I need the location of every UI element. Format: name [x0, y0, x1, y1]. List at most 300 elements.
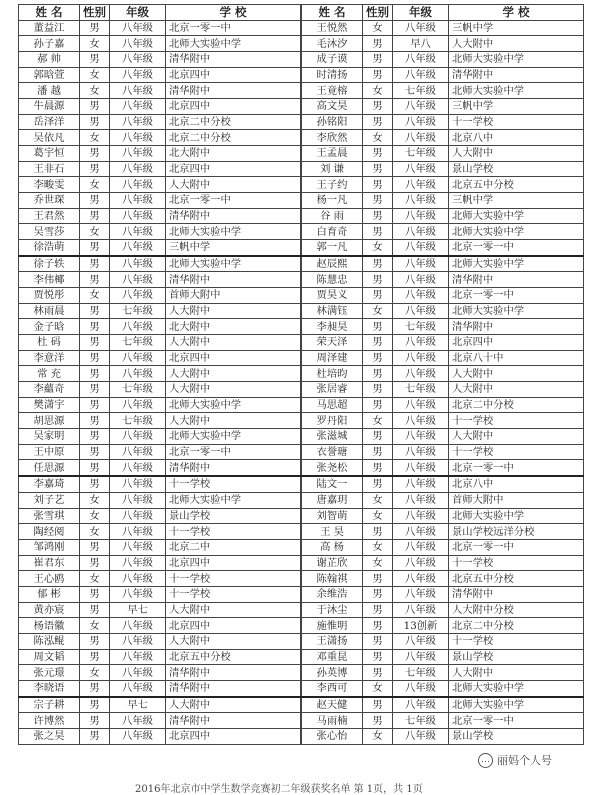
table-row	[19, 382, 301, 398]
cell-school: 清华附中	[166, 83, 301, 99]
cell-school: 清华附中	[449, 272, 584, 288]
cell-gender: 男	[80, 413, 110, 429]
cell-school: 北师大实验中学	[166, 492, 301, 508]
cell-school: 北大附中	[166, 146, 301, 162]
table-row	[19, 240, 301, 256]
cell-grade: 八年级	[393, 444, 449, 460]
cell-gender: 女	[80, 524, 110, 540]
cell-school: 北京四中	[166, 618, 301, 634]
cell-school: 人大附中	[166, 177, 301, 193]
cell-grade: 八年级	[110, 99, 166, 115]
cell-gender: 女	[363, 20, 393, 36]
cell-gender: 男	[363, 256, 393, 272]
cell-name: 王潇扬	[302, 633, 363, 649]
cell-name: 张心怡	[302, 728, 363, 744]
cell-gender: 女	[363, 539, 393, 555]
cell-gender: 女	[80, 130, 110, 146]
cell-school: 人大附中	[166, 697, 301, 713]
table-row	[302, 397, 584, 413]
table-row	[19, 728, 301, 744]
cell-name: 李欣然	[302, 130, 363, 146]
header-gender: 性别	[80, 5, 110, 21]
cell-grade: 早七	[110, 697, 166, 713]
cell-name: 刘智萌	[302, 508, 363, 524]
cell-school: 北师大实验中学	[449, 224, 584, 240]
table-row	[19, 67, 301, 83]
cell-school: 十一学校	[166, 586, 301, 602]
cell-gender: 女	[80, 36, 110, 52]
header-gender: 性别	[363, 5, 393, 21]
cell-gender: 男	[80, 586, 110, 602]
cell-grade: 八年级	[110, 146, 166, 162]
cell-grade: 八年级	[110, 680, 166, 696]
table-row	[302, 130, 584, 146]
cell-school: 北京二中分校	[166, 114, 301, 130]
roster-table-left	[18, 4, 301, 745]
cell-gender: 男	[80, 697, 110, 713]
table-row	[19, 350, 301, 366]
table-row	[19, 492, 301, 508]
cell-school: 景山学校	[449, 649, 584, 665]
cell-grade: 八年级	[110, 224, 166, 240]
cell-grade: 早八	[393, 36, 449, 52]
cell-school: 北京一零一中	[166, 193, 301, 209]
cell-grade: 七年级	[393, 713, 449, 729]
cell-name: 贾悦彤	[19, 288, 80, 304]
cell-grade: 八年级	[393, 460, 449, 476]
cell-gender: 男	[80, 397, 110, 413]
cell-grade: 八年级	[393, 728, 449, 744]
cell-gender: 男	[80, 602, 110, 618]
table-row	[302, 602, 584, 618]
cell-grade: 八年级	[110, 114, 166, 130]
cell-grade: 八年级	[393, 429, 449, 445]
cell-grade: 八年级	[393, 114, 449, 130]
cell-name: 王君然	[19, 208, 80, 224]
cell-gender: 女	[80, 508, 110, 524]
cell-grade: 八年级	[110, 397, 166, 413]
table-row	[19, 193, 301, 209]
cell-name: 张之昊	[19, 728, 80, 744]
table-row	[302, 429, 584, 445]
cell-school: 北京五中分校	[449, 571, 584, 587]
cell-name: 刘子艺	[19, 492, 80, 508]
table-row	[302, 99, 584, 115]
table-row	[19, 508, 301, 524]
cell-gender: 女	[80, 224, 110, 240]
table-row	[19, 555, 301, 571]
cell-school: 景山学校	[166, 508, 301, 524]
cell-gender: 男	[363, 397, 393, 413]
cell-school: 北大附中	[166, 319, 301, 335]
cell-name: 陶经阅	[19, 524, 80, 540]
cell-school: 北师大实验中学	[166, 429, 301, 445]
cell-school: 人大附中	[166, 413, 301, 429]
cell-school: 人大附中	[449, 36, 584, 52]
cell-gender: 女	[363, 303, 393, 319]
cell-name: 王竟榕	[302, 83, 363, 99]
cell-grade: 八年级	[110, 67, 166, 83]
cell-name: 张元璟	[19, 665, 80, 681]
cell-name: 李畯雯	[19, 177, 80, 193]
cell-grade: 八年级	[393, 67, 449, 83]
roster-table-right	[301, 4, 584, 745]
table-row	[302, 177, 584, 193]
table-row	[19, 99, 301, 115]
cell-school: 人大附中	[449, 665, 584, 681]
cell-name: 徐子轶	[19, 256, 80, 272]
cell-grade: 八年级	[110, 52, 166, 68]
cell-gender: 男	[80, 240, 110, 256]
cell-grade: 八年级	[393, 256, 449, 272]
cell-school: 北师大实验中学	[449, 208, 584, 224]
cell-name: 郭晗萱	[19, 67, 80, 83]
table-row	[302, 350, 584, 366]
cell-school: 北师大实验中学	[166, 256, 301, 272]
table-row	[302, 508, 584, 524]
cell-grade: 八年级	[110, 539, 166, 555]
cell-school: 北京八中	[449, 130, 584, 146]
cell-name: 乔世琛	[19, 193, 80, 209]
cell-grade: 八年级	[393, 508, 449, 524]
cell-name: 李蘊奇	[19, 382, 80, 398]
cell-gender: 男	[80, 555, 110, 571]
cell-school: 北京二中分校	[449, 397, 584, 413]
table-row	[302, 224, 584, 240]
cell-school: 北师大实验中学	[449, 83, 584, 99]
cell-school: 十一学校	[166, 524, 301, 540]
cell-school: 人大附中	[166, 602, 301, 618]
cell-gender: 女	[80, 492, 110, 508]
cell-grade: 八年级	[393, 177, 449, 193]
cell-school: 首师大附中	[166, 288, 301, 304]
cell-gender: 男	[363, 586, 393, 602]
cell-name: 荣天泽	[302, 335, 363, 351]
cell-school: 首师大附中	[449, 492, 584, 508]
table-row	[19, 146, 301, 162]
cell-school: 人大附中	[166, 303, 301, 319]
cell-school: 北师大实验中学	[449, 680, 584, 696]
cell-gender: 男	[80, 382, 110, 398]
cell-grade: 八年级	[393, 571, 449, 587]
cell-grade: 八年级	[110, 193, 166, 209]
header-name: 姓 名	[302, 5, 363, 21]
cell-name: 吴雪莎	[19, 224, 80, 240]
cell-name: 樊潇宇	[19, 397, 80, 413]
cell-school: 人大附中分校	[449, 602, 584, 618]
table-row	[19, 413, 301, 429]
header-grade: 年级	[110, 5, 166, 21]
cell-gender: 男	[80, 99, 110, 115]
cell-school: 十一学校	[166, 571, 301, 587]
cell-name: 张尧松	[302, 460, 363, 476]
cell-grade: 八年级	[393, 240, 449, 256]
cell-gender: 女	[363, 240, 393, 256]
cell-school: 北京四中	[166, 161, 301, 177]
cell-name: 林雨晨	[19, 303, 80, 319]
cell-gender: 男	[80, 680, 110, 696]
cell-gender: 女	[80, 67, 110, 83]
table-row	[302, 335, 584, 351]
cell-grade: 八年级	[393, 303, 449, 319]
table-row	[302, 303, 584, 319]
cell-school: 北师大实验中学	[449, 303, 584, 319]
cell-grade: 八年级	[393, 350, 449, 366]
cell-name: 王子约	[302, 177, 363, 193]
cell-school: 十一学校	[449, 555, 584, 571]
cell-grade: 八年级	[393, 524, 449, 540]
cell-name: 孙铭阳	[302, 114, 363, 130]
cell-gender: 女	[363, 728, 393, 744]
cell-school: 北京五中分校	[166, 649, 301, 665]
cell-name: 徐浩萌	[19, 240, 80, 256]
header-row	[19, 5, 301, 21]
cell-school: 北京一零一中	[166, 20, 301, 36]
cell-gender: 男	[80, 256, 110, 272]
watermark	[478, 752, 552, 768]
cell-name: 刘 谦	[302, 161, 363, 177]
cell-school: 三帆中学	[166, 240, 301, 256]
cell-grade: 八年级	[110, 366, 166, 382]
cell-gender: 女	[363, 492, 393, 508]
cell-gender: 男	[80, 335, 110, 351]
table-row	[302, 193, 584, 209]
cell-school: 十一学校	[449, 413, 584, 429]
cell-name: 许博然	[19, 713, 80, 729]
cell-gender: 男	[363, 319, 393, 335]
table-row	[19, 177, 301, 193]
table-row	[302, 67, 584, 83]
cell-name: 高 杨	[302, 539, 363, 555]
roster-body-right	[302, 20, 584, 744]
cell-name: 时清扬	[302, 67, 363, 83]
cell-gender: 男	[363, 460, 393, 476]
cell-gender: 男	[363, 602, 393, 618]
cell-name: 李晓语	[19, 680, 80, 696]
table-row	[19, 208, 301, 224]
cell-name: 陆文一	[302, 476, 363, 492]
cell-grade: 八年级	[110, 665, 166, 681]
cell-name: 王 昊	[302, 524, 363, 540]
cell-gender: 女	[363, 130, 393, 146]
table-row	[19, 602, 301, 618]
cell-gender: 男	[80, 350, 110, 366]
cell-name: 金子晗	[19, 319, 80, 335]
table-row	[302, 728, 584, 744]
cell-name: 王孟晨	[302, 146, 363, 162]
cell-grade: 八年级	[110, 555, 166, 571]
cell-name: 杨语徽	[19, 618, 80, 634]
cell-name: 潘 越	[19, 83, 80, 99]
table-row	[302, 713, 584, 729]
cell-gender: 女	[363, 680, 393, 696]
cell-grade: 八年级	[110, 429, 166, 445]
cell-gender: 男	[363, 649, 393, 665]
table-row	[19, 114, 301, 130]
cell-gender: 男	[363, 67, 393, 83]
table-row	[302, 460, 584, 476]
cell-gender: 男	[80, 114, 110, 130]
table-row	[302, 633, 584, 649]
cell-school: 北京一零一中	[449, 240, 584, 256]
cell-grade: 八年级	[110, 571, 166, 587]
cell-school: 北京一零一中	[449, 539, 584, 555]
table-row	[19, 649, 301, 665]
table-row	[302, 618, 584, 634]
cell-name: 张滋城	[302, 429, 363, 445]
cell-school: 三帆中学	[449, 20, 584, 36]
cell-school: 景山学校远洋分校	[449, 524, 584, 540]
cell-grade: 八年级	[393, 397, 449, 413]
cell-name: 马雨楠	[302, 713, 363, 729]
cell-grade: 八年级	[393, 335, 449, 351]
cell-school: 北京四中	[166, 99, 301, 115]
table-row	[302, 36, 584, 52]
cell-name: 陈翰祺	[302, 571, 363, 587]
header-school: 学 校	[449, 5, 584, 21]
table-row	[302, 524, 584, 540]
cell-school: 北京一零一中	[449, 713, 584, 729]
table-row	[19, 272, 301, 288]
cell-school: 北京四中	[449, 335, 584, 351]
cell-grade: 早七	[110, 602, 166, 618]
cell-grade: 八年级	[393, 697, 449, 713]
cell-name: 吴依凡	[19, 130, 80, 146]
table-row	[19, 713, 301, 729]
cell-name: 邹鸿刚	[19, 539, 80, 555]
cell-gender: 男	[363, 288, 393, 304]
cell-name: 贾昊义	[302, 288, 363, 304]
table-row	[19, 444, 301, 460]
cell-name: 郝 帅	[19, 52, 80, 68]
cell-name: 岳泽洋	[19, 114, 80, 130]
cell-gender: 男	[363, 36, 393, 52]
cell-school: 三帆中学	[449, 99, 584, 115]
table-row	[302, 571, 584, 587]
cell-gender: 男	[363, 350, 393, 366]
cell-name: 赵天健	[302, 697, 363, 713]
cell-gender: 男	[363, 335, 393, 351]
cell-name: 胡思源	[19, 413, 80, 429]
cell-grade: 八年级	[110, 728, 166, 744]
table-row	[19, 224, 301, 240]
cell-grade: 八年级	[110, 460, 166, 476]
cell-gender: 男	[363, 272, 393, 288]
cell-name: 宗子耕	[19, 697, 80, 713]
cell-grade: 七年级	[110, 303, 166, 319]
cell-gender: 女	[80, 288, 110, 304]
cell-name: 王心鸥	[19, 571, 80, 587]
table-row	[302, 366, 584, 382]
cell-grade: 八年级	[393, 52, 449, 68]
cell-school: 北师大实验中学	[449, 256, 584, 272]
cell-grade: 八年级	[393, 649, 449, 665]
cell-gender: 男	[80, 20, 110, 36]
cell-gender: 女	[80, 665, 110, 681]
cell-name: 董益江	[19, 20, 80, 36]
table-row	[302, 665, 584, 681]
cell-school: 北京五中分校	[449, 177, 584, 193]
cell-school: 北京一零一中	[449, 460, 584, 476]
cell-grade: 八年级	[393, 272, 449, 288]
table-row	[19, 460, 301, 476]
header-school: 学 校	[166, 5, 301, 21]
cell-grade: 八年级	[393, 413, 449, 429]
cell-name: 张居睿	[302, 382, 363, 398]
cell-name: 罗丹阳	[302, 413, 363, 429]
cell-grade: 八年级	[110, 288, 166, 304]
cell-grade: 七年级	[393, 382, 449, 398]
table-row	[19, 633, 301, 649]
table-row	[19, 303, 301, 319]
table-row	[302, 697, 584, 713]
cell-gender: 男	[363, 382, 393, 398]
header-row	[302, 5, 584, 21]
chat-bubble-icon: …	[478, 753, 493, 768]
table-row	[19, 665, 301, 681]
cell-school: 北师大实验中学	[449, 52, 584, 68]
cell-school: 十一学校	[166, 476, 301, 492]
cell-name: 杜培昀	[302, 366, 363, 382]
cell-name: 葛宇恒	[19, 146, 80, 162]
cell-grade: 八年级	[393, 20, 449, 36]
cell-gender: 女	[363, 555, 393, 571]
cell-grade: 八年级	[110, 586, 166, 602]
cell-name: 黄亦宸	[19, 602, 80, 618]
watermark-text: 丽妈个人号	[497, 754, 552, 767]
table-row	[19, 539, 301, 555]
table-row	[302, 146, 584, 162]
cell-name: 衣誉瑭	[302, 444, 363, 460]
table-row	[302, 288, 584, 304]
table-row	[302, 20, 584, 36]
cell-name: 成子谟	[302, 52, 363, 68]
cell-school: 北京八十中	[449, 350, 584, 366]
cell-grade: 八年级	[110, 130, 166, 146]
table-row	[302, 444, 584, 460]
cell-gender: 男	[363, 52, 393, 68]
cell-grade: 八年级	[110, 256, 166, 272]
cell-grade: 八年级	[393, 586, 449, 602]
cell-name: 赵辰熙	[302, 256, 363, 272]
table-row	[302, 52, 584, 68]
cell-school: 人大附中	[449, 146, 584, 162]
cell-school: 清华附中	[166, 208, 301, 224]
page-footer: 2016年北京市中学生数学竞赛初二年级获奖名单 第 1页，共 1页	[135, 784, 423, 795]
cell-school: 北师大实验中学	[166, 36, 301, 52]
table-row	[19, 397, 301, 413]
cell-gender: 男	[363, 366, 393, 382]
cell-grade: 八年级	[110, 36, 166, 52]
cell-grade: 八年级	[393, 492, 449, 508]
cell-grade: 八年级	[110, 319, 166, 335]
cell-school: 清华附中	[166, 680, 301, 696]
cell-grade: 八年级	[110, 476, 166, 492]
cell-school: 北京四中	[166, 555, 301, 571]
cell-gender: 男	[80, 193, 110, 209]
table-row	[19, 256, 301, 272]
cell-gender: 男	[363, 476, 393, 492]
cell-name: 陈泓鲲	[19, 633, 80, 649]
cell-name: 毛沐汐	[302, 36, 363, 52]
cell-school: 北京四中	[166, 67, 301, 83]
cell-school: 北京四中	[166, 350, 301, 366]
cell-name: 郁 彬	[19, 586, 80, 602]
cell-school: 北京四中	[166, 728, 301, 744]
cell-name: 李意洋	[19, 350, 80, 366]
cell-grade: 八年级	[110, 508, 166, 524]
cell-school: 北京二中	[166, 539, 301, 555]
